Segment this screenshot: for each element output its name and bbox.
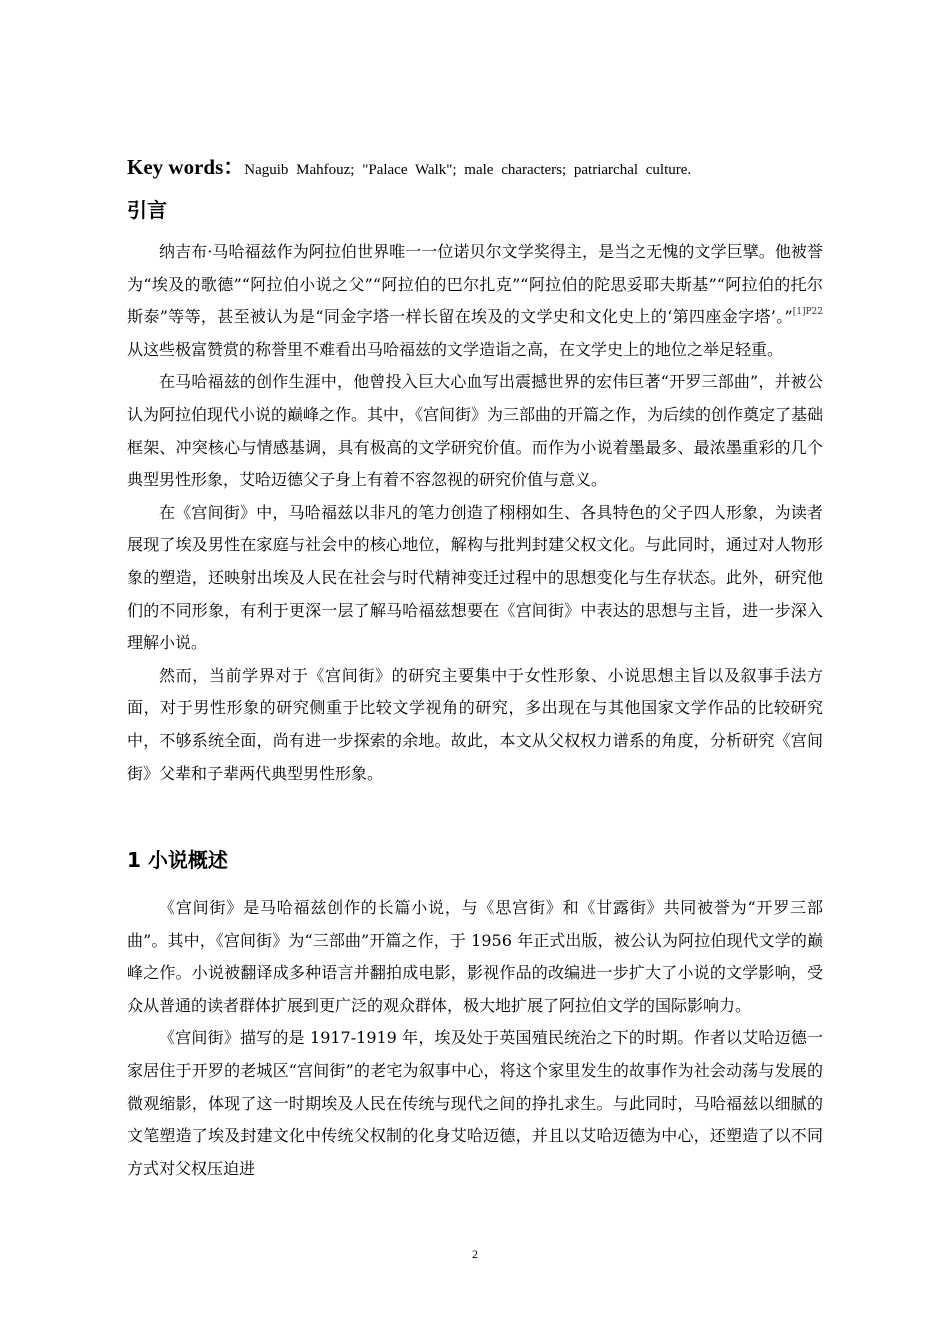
section-1-paragraph-2: 《宫间街》描写的是 1917-1919 年，埃及处于英国殖民统治之下的时期。作者以艾哈迈德一家居住于开罗的老城区“宫间街”的老宅为叙事中心，将这个家里发生的故事作为社会动荡与发展的微观缩影，体现了这一时期埃及人民在传统与现代之间的挣扎求生。与此同时，马哈福兹以细腻的文笔塑造了埃及封建文化中传统父权制的化身艾哈迈德，并且以艾哈迈德为中心，还塑造了以不同方式对父权压迫进 — [127, 1028, 823, 1178]
intro-paragraph-3: 在《宫间街》中，马哈福兹以非凡的笔力创造了栩栩如生、各具特色的父子四人形象，为读者展现了埃及男性在家庭与社会中的核心地位，解构与批判封建父权文化。与此同时，通过对人物形象的塑造，还映射出埃及人民在社会与时代精神变迁过程中的思想变化与生存状态。此外，研究他们的不同形象，有利于更深一层了解马哈福兹想要在《宫间街》中表达的思想与主旨，进一步深入理解小说。 — [127, 502, 823, 653]
intro-body — [127, 236, 823, 790]
keywords-text: Naguib Mahfouz; "Palace Walk"; male characters; patriarchal culture. — [244, 162, 692, 178]
keywords-line — [127, 150, 827, 187]
section-1-body — [127, 892, 823, 1185]
intro-paragraph-1 — [127, 236, 823, 366]
section-1-heading: 1 小说概述 — [127, 848, 228, 872]
intro-paragraph-1-text: 纳吉布·马哈福兹作为阿拉伯世界唯一一位诺贝尔文学奖得主，是当之无愧的文学巨擘。他被誉为“埃及的歌德”“阿拉伯小说之父”“阿拉伯的巴尔扎克”“阿拉伯的陀思妥耶夫斯基”“阿拉伯的托尔斯泰”等等，甚至被认为是“同金字塔一样长留在埃及的文学史和文化史上的‘第四座金字塔’。” — [127, 242, 823, 327]
intro-paragraph-1-text-cont: 从这些极富赞赏的称誉里不难看出马哈福兹的文学造诣之高，在文学史上的地位之举足轻重。 — [127, 339, 784, 359]
citation-superscript: [1]P22 — [792, 307, 823, 318]
intro-paragraph-4: 然而，当前学界对于《宫间街》的研究主要集中于女性形象、小说思想主旨以及叙事手法方面，对于男性形象的研究侧重于比较文学视角的研究，多出现在与其他国家文学作品的比较研究中，不够系统全面，尚有进一步探索的余地。故此，本文从父权权力谱系的角度，分析研究《宫间街》父辈和子辈两代典型男性形象。 — [127, 665, 823, 783]
page-number: 2 — [472, 1247, 478, 1261]
keywords-label: Key words： — [127, 155, 245, 179]
intro-heading: 引言 — [127, 198, 167, 222]
intro-paragraph-2: 在马哈福兹的创作生涯中，他曾投入巨大心血写出震撼世界的宏伟巨著“开罗三部曲”，并被公认为阿拉伯现代小说的巅峰之作。其中，《宫间街》为三部曲的开篇之作，为后续的创作奠定了基础框架、冲突核心与情感基调，具有极高的文学研究价值。而作为小说着墨最多、最浓墨重彩的几个典型男性形象，艾哈迈德父子身上有着不容忽视的研究价值与意义。 — [127, 372, 824, 490]
section-1-paragraph-1: 《宫间街》是马哈福兹创作的长篇小说，与《思宫街》和《甘露街》共同被誉为“开罗三部曲”。其中，《宫间街》为“三部曲”开篇之作，于 1956 年正式出版，被公认为阿拉伯现代文学的巅峰之作。小说被翻译成多种语言并翻拍成电影，影视作品的改编进一步扩大了小说的文学影响，受众从普通的读者群体扩展到更广泛的观众群体，极大地扩展了阿拉伯文学的国际影响力。 — [127, 898, 823, 1015]
